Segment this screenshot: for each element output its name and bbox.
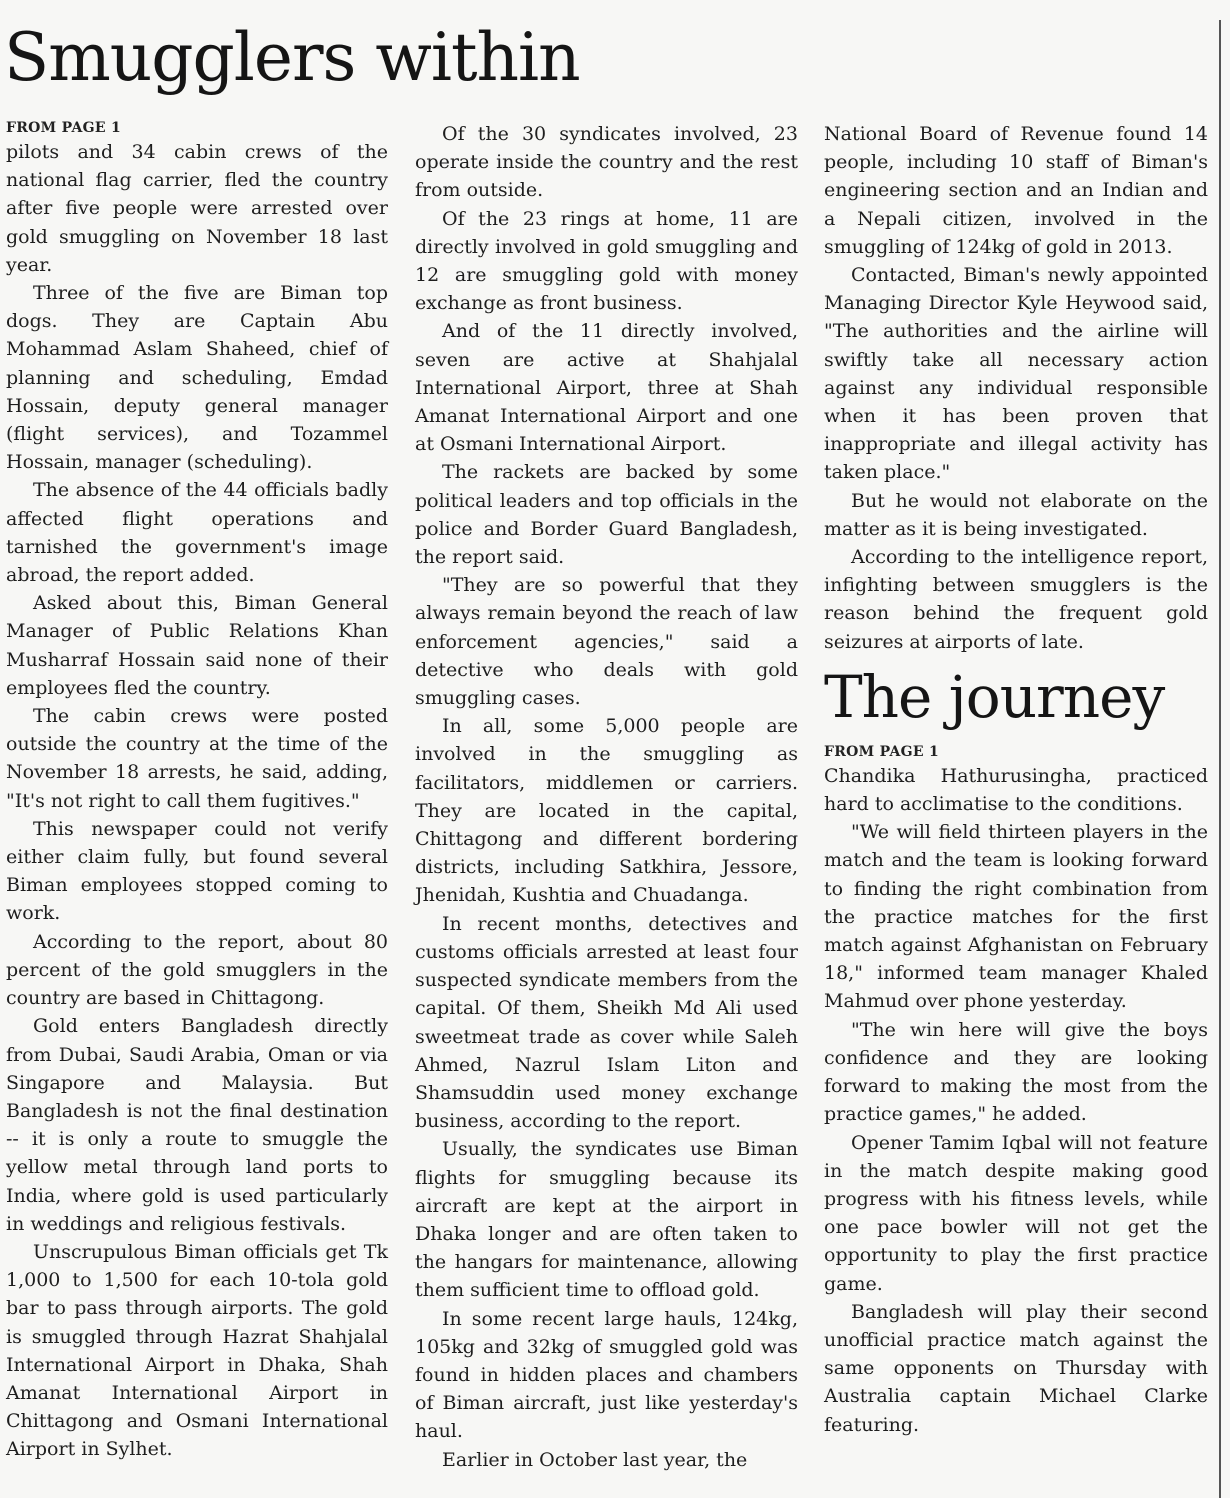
paragraph: Asked about this, Biman General Manager of Public Relations Khan Musharraf Hossain said none of their employees fled the country. xyxy=(6,592,388,699)
paragraph: And of the 11 directly involved, seven are active at Shahjalal International Airport, three at Shah Amanat International Airport and one at Osmani International Airport. xyxy=(415,320,798,456)
paragraph: In all, some 5,000 people are involved in the smuggling as facilitators, middlemen or carriers. They are located in the capital, Chittagong and different bordering districts, including Satkhira, Jessore, Jhenidah, Kushtia and Chuadanga. xyxy=(415,715,798,907)
paragraph: According to the report, about 80 percent of the gold smugglers in the country are based in Chittagong. xyxy=(6,930,388,1010)
paragraph: The absence of the 44 officials badly affected flight operations and tarnished the government's image abroad, the report added. xyxy=(6,479,388,587)
paragraph: Bangladesh will play their second unofficial practice match against the same opponents on Thursday with Australia captain Michael Clarke featuring. xyxy=(824,1300,1208,1436)
story-headline: Smugglers within xyxy=(4,19,580,96)
paragraph: Opener Tamim Iqbal will not feature in the match despite making good progress with his fitness levels, while one pace bowler will not get the opportunity to play the first practice game. xyxy=(824,1131,1208,1295)
column-1 xyxy=(6,118,388,1464)
column-3 xyxy=(824,120,1208,1439)
paragraph: Unscrupulous Biman officials get Tk 1,000 to 1,500 for each 10-tola gold bar to pass through airports. The gold is smuggled through Hazrat Shahjalal International Airport in Dhaka, Shah Amanat International Airport in Chittagong and Osmani International Airport in Sylhet. xyxy=(6,1240,388,1461)
second-story-headline: The journey xyxy=(824,662,1165,731)
paragraph: Usually, the syndicates use Biman flights for smuggling because its aircraft are kept at the airport in Dhaka longer and are often taken to the hangars for maintenance, allowing them sufficient time to offload gold. xyxy=(415,1138,798,1302)
paragraph: The rackets are backed by some political leaders and top officials in the police and Border Guard Bangladesh, the report said. xyxy=(415,461,798,569)
paragraph: Of the 23 rings at home, 11 are directly involved in gold smuggling and 12 are smuggling gold with money exchange as front business. xyxy=(415,207,798,315)
paragraph: The cabin crews were posted outside the country at the time of the November 18 arrests, he said, adding, "It's not right to call them fugitives." xyxy=(6,705,388,812)
column-2 xyxy=(415,120,798,1474)
paragraph: According to the intelligence report, infighting between smugglers is the reason behind the frequent gold seizures at airports of late. xyxy=(824,546,1208,653)
paragraph: But he would not elaborate on the matter as it is being investigated. xyxy=(824,489,1208,540)
paragraph: Gold enters Bangladesh directly from Dubai, Saudi Arabia, Oman or via Singapore and Malaysia. But Bangladesh is not the final destination -- it is only a route to smuggle the yellow metal through land ports to India, where gold is used particularly in weddings and religious festivals. xyxy=(6,1015,388,1235)
continued-from-label: FROM PAGE 1 xyxy=(6,120,122,136)
paragraph: "We will field thirteen players in the match and the team is looking forward to finding the right combination from the practice matches for the first match against Afghanistan on February 18," informed team manager Khaled Mahmud over phone yesterday. xyxy=(824,821,1208,1013)
paragraph: Earlier in October last year, the xyxy=(442,1448,748,1471)
paragraph: In recent months, detectives and customs officials arrested at least four suspected syndicate members from the capital. Of them, Sheikh Md Ali used sweetmeat trade as cover while Saleh Ahmed, Nazrul Islam Liton and Shamsuddin used money exchange business, according to the report. xyxy=(415,912,798,1133)
paragraph: pilots and 34 cabin crews of the national flag carrier, fled the country after five people were arrested over gold smuggling on November 18 last year. xyxy=(6,141,388,276)
paragraph: Contacted, Biman's newly appointed Managing Director Kyle Heywood said, "The authorities and the airline will swiftly take all necessary action against any individual responsible when it has been proven that inappropriate and illegal activity has taken place." xyxy=(824,264,1208,484)
paragraph: Chandika Hathurusingha, practiced hard to acclimatise to the conditions. xyxy=(824,764,1208,816)
paragraph: Three of the five are Biman top dogs. They are Captain Abu Mohammad Aslam Shaheed, chief of planning and scheduling, Emdad Hossain, deputy general manager (flight services), and Tozammel Hossain, manager (scheduling). xyxy=(6,282,388,474)
continued-from-label: FROM PAGE 1 xyxy=(824,743,940,760)
column-rule xyxy=(1219,20,1221,1498)
paragraph: This newspaper could not verify either claim fully, but found several Biman employees stopped coming to work. xyxy=(6,817,388,925)
paragraph: Of the 30 syndicates involved, 23 operate inside the country and the rest from outside. xyxy=(415,123,798,202)
paragraph: National Board of Revenue found 14 people, including 10 staff of Biman's engineering section and an Indian and a Nepali citizen, involved in the smuggling of 124kg of gold in 2013. xyxy=(824,123,1208,258)
paragraph: "They are so powerful that they always remain beyond the reach of law enforcement agencies," said a detective who deals with gold smuggling cases. xyxy=(415,574,798,710)
paragraph: "The win here will give the boys confidence and they are looking forward to making the most from the practice games," he added. xyxy=(824,1018,1208,1126)
paragraph: In some recent large hauls, 124kg, 105kg and 32kg of smuggled gold was found in hidden places and chambers of Biman aircraft, just like yesterday's haul. xyxy=(415,1307,798,1443)
